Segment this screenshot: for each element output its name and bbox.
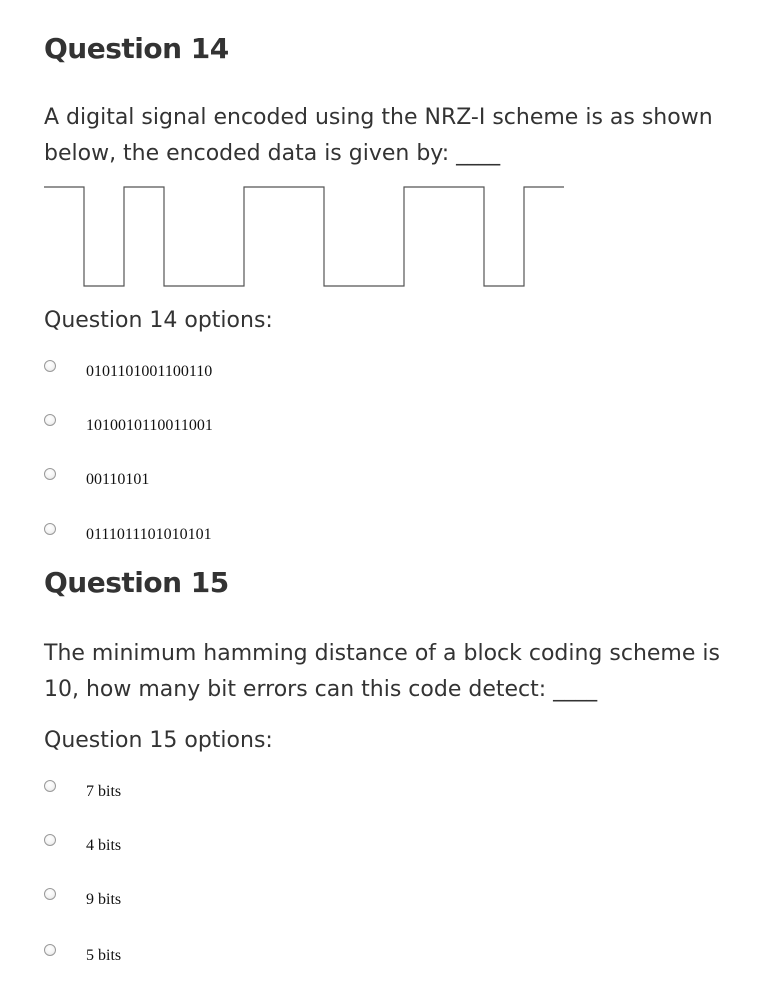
- option-label: 5 bits: [86, 947, 122, 964]
- signal-waveform: [44, 187, 564, 286]
- radio-button[interactable]: [44, 834, 56, 846]
- option-label: 9 bits: [86, 891, 122, 908]
- question-14-options-heading: Question 14 options:: [44, 308, 273, 333]
- option-label: 1010010110011001: [86, 417, 213, 434]
- option-label: 4 bits: [86, 837, 122, 854]
- radio-button[interactable]: [44, 468, 56, 480]
- question-15-text: The minimum hamming distance of a block coding scheme is 10, how many bit errors can this code detect: ____: [44, 641, 720, 702]
- option-label: 0111011101010101: [86, 526, 212, 543]
- option-label: 00110101: [86, 471, 150, 488]
- question-14-title: Question 14: [44, 32, 229, 65]
- question-15-options-heading: Question 15 options:: [44, 728, 273, 753]
- radio-button[interactable]: [44, 414, 56, 426]
- radio-button[interactable]: [44, 888, 56, 900]
- radio-button[interactable]: [44, 360, 56, 372]
- nrzi-signal-diagram: [44, 184, 564, 294]
- radio-button[interactable]: [44, 944, 56, 956]
- question-14-text: A digital signal encoded using the NRZ-I scheme is as shown below, the encoded data is given by: ____: [44, 105, 713, 166]
- option-label: 7 bits: [86, 783, 122, 800]
- radio-button[interactable]: [44, 780, 56, 792]
- option-label: 0101101001100110: [86, 363, 213, 380]
- question-15-title: Question 15: [44, 566, 229, 599]
- radio-button[interactable]: [44, 523, 56, 535]
